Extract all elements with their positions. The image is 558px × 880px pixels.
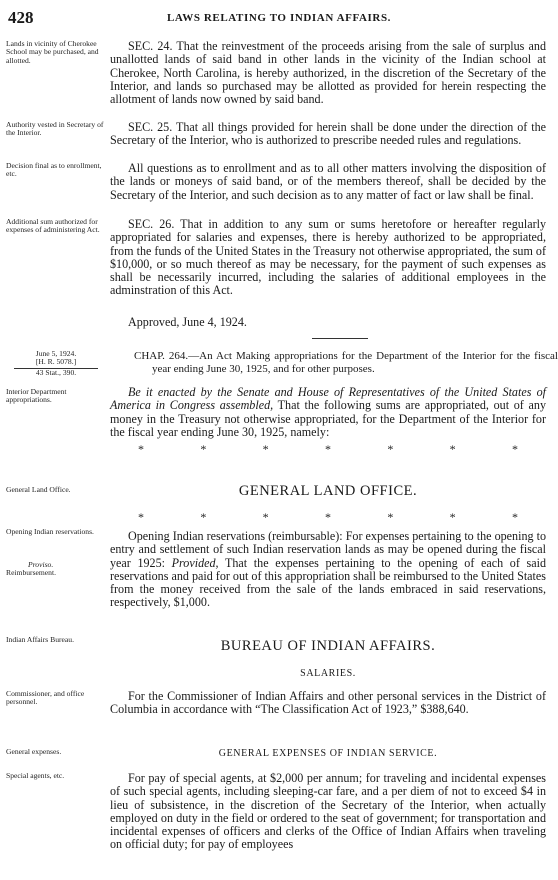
- margin-note-authority: Authority vested in Secretary of the Interior.: [6, 120, 104, 138]
- section-26: SEC. 26. That in addition to any sum or sums heretofore or hereafter regularly appropriated for salaries and expenses, there is hereby authorized to be appropriated, from the funds of the United States in the Treasury not otherwise appropriated, the sum of $10,000, or so much thereof as may be necessary, for the payment of such expenses as shall be necessarily incurred, including the salaries of additional employees in the adminstration of this Act.: [110, 217, 546, 298]
- page-header: [8, 8, 550, 30]
- margin-note-date: June 5, 1924.: [35, 349, 77, 358]
- heading-general-land-office: GENERAL LAND OFFICE.: [238, 483, 418, 499]
- section-25: SEC. 25. That all things provided for herein shall be done under the direction of the Secretary of the Interior, who is authorized to prescribe needed rules and regulations.: [110, 120, 546, 148]
- star: *: [511, 510, 518, 524]
- enacting-text: That the following sums are appropriated, out of any money in the Treasury not otherwise appropriated, for the Department of the Interior for the fiscal year ending June 30, 1925, namely:: [110, 398, 546, 439]
- chapter-title: CHAP. 264.—An Act Making appropriations for the Department of the Interior for the fiscal year ending June 30, 1925, and for other purposes.: [134, 350, 558, 375]
- star: *: [511, 442, 518, 456]
- margin-note-bill: [H. R. 5078.]: [14, 358, 98, 368]
- star: *: [449, 510, 456, 524]
- approved-date: Approved, June 4, 1924.: [128, 315, 247, 329]
- margin-note-commissioner: Commissioner, and office personnel.: [6, 689, 85, 707]
- margin-note-decision: Decision final as to enrollment, etc.: [6, 161, 102, 179]
- star: *: [138, 510, 144, 524]
- proviso-label: Proviso.: [28, 560, 54, 569]
- star: *: [262, 442, 269, 456]
- star: *: [262, 510, 269, 524]
- section-24: SEC. 24. That the reinvestment of the proceeds arising from the sale of surplus and unallotted lands of said band in other lands in the vicinity of the Indian school at Cherokee, North Carolina, is hereby authorized, in the discretion of the Secretary of the Interior, and lands so purchased may be allotted as provided for herein respecting the allotment of lands now owned by said band.: [110, 39, 546, 107]
- star: *: [324, 510, 331, 524]
- margin-note-general-expenses: General expenses.: [6, 747, 62, 756]
- margin-note-opening: Opening Indian reservations.: [6, 527, 94, 536]
- omission-stars-2: [110, 510, 546, 525]
- omission-stars-1: [110, 442, 546, 457]
- star: *: [449, 442, 456, 456]
- opening-reservations-paragraph: [110, 530, 546, 610]
- opening-text-a: Opening Indian reservations (reimbursable): For expenses pertaining to the opening to entry and settlement of such Indian reservation lands as may be opened during the fiscal year 1925:: [110, 529, 546, 570]
- margin-note-additional-sum: Additional sum authorized for expenses of administering Act.: [6, 217, 100, 235]
- star: *: [387, 510, 394, 524]
- enacting-clause: [110, 386, 546, 439]
- margin-note-special-agents: Special agents, etc.: [6, 771, 65, 780]
- opening-text-b: That the expenses pertaining to the opening of each of said reservations and paid for out of this appropriation shall be reimbursed to the United States from the money received from the sale of the lands embraced in said reservations, respectively, $1,000.: [110, 555, 546, 610]
- running-title: LAWS RELATING TO INDIAN AFFAIRS.: [166, 12, 392, 24]
- page-number: 428: [8, 8, 34, 27]
- provided-word: Provided,: [171, 555, 219, 570]
- section-divider: [312, 338, 368, 339]
- margin-note-date-block: [14, 350, 98, 377]
- margin-note-glo: General Land Office.: [6, 485, 71, 494]
- heading-salaries: SALARIES.: [300, 668, 356, 679]
- star: *: [200, 510, 207, 524]
- heading-bureau-indian-affairs: BUREAU OF INDIAN AFFAIRS.: [220, 638, 436, 654]
- star: *: [138, 442, 144, 456]
- reimbursement-label: Reimbursement.: [6, 568, 56, 578]
- enrollment-paragraph: All questions as to enrollment and as to all other matters involving the disposition of the lands or moneys of said band, or of the members thereof, shall be decided by the Secretary of the Interior, and such decision as to any matter of fact or law shall be final.: [110, 161, 546, 202]
- margin-note-bia: Indian Affairs Bureau.: [6, 635, 74, 644]
- star: *: [324, 442, 331, 456]
- margin-note-proviso: [6, 561, 114, 578]
- margin-note-stat: 43 Stat., 390.: [35, 367, 77, 377]
- star: *: [387, 442, 394, 456]
- commissioner-paragraph: For the Commissioner of Indian Affairs and other personal services in the District of Columbia in accordance with “The Classification Act of 1923,” $388,640.: [110, 689, 546, 717]
- margin-note-interior: Interior Department appropriations.: [6, 387, 67, 405]
- special-agents-paragraph: For pay of special agents, at $2,000 per annum; for traveling and incidental expenses of such special agents, including sleeping-car fare, and a per diem of not to exceed $4 in lieu of subsistence, in the discretion of the Secretary of the Interior, when actually employed on duty in the field or ordered to the seat of government; for transportation and incidental expenses of officers and clerks of the Office of Indian Affairs when traveling on official duty; for pay of employees: [110, 771, 546, 852]
- heading-general-expenses: GENERAL EXPENSES OF INDIAN SERVICE.: [218, 748, 438, 759]
- star: *: [200, 442, 207, 456]
- margin-note-lands: Lands in vicinity of Cherokee School may be purchased, and allotted.: [6, 39, 99, 65]
- enacting-formula: Be it enacted by the Senate and House of Representatives of the United States of America in Congress assembled,: [110, 385, 546, 413]
